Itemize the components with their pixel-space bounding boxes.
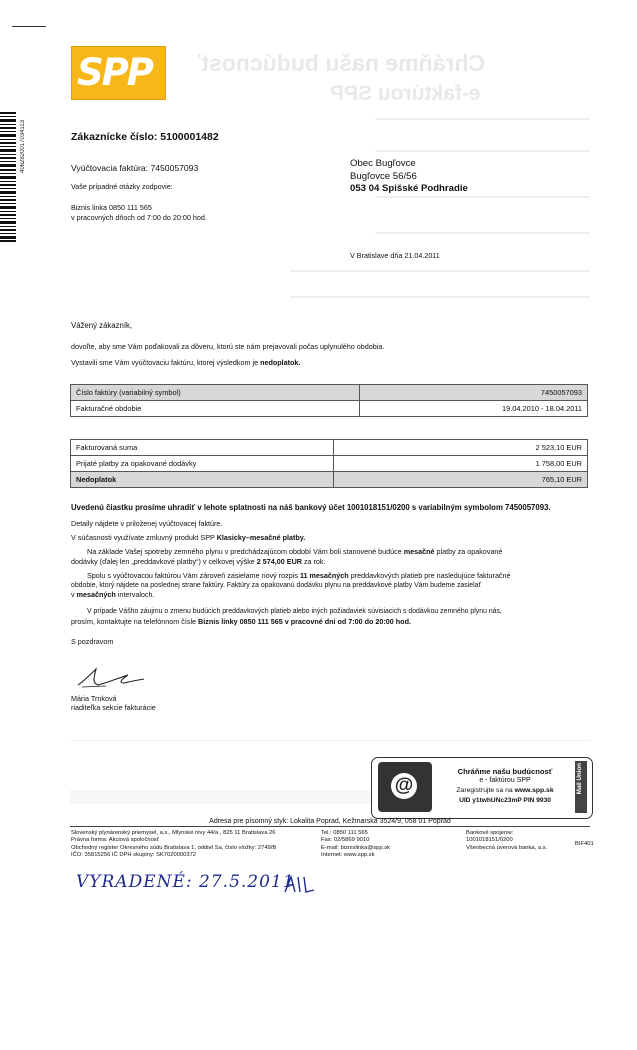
address-line-1: Obec Bugľovce <box>350 158 416 169</box>
contact-line-2 <box>71 617 411 627</box>
emphasis: 2 574,00 EUR <box>256 556 302 566</box>
footer-rule <box>70 826 590 827</box>
at-icon: @ <box>391 773 417 799</box>
payment-request: Uvedenú čiastku prosíme uhradiť v lehote splatnosti na náš bankový účet 1001018151/0200 s variabilným symbolom 7450057093. <box>71 503 551 512</box>
table-row <box>71 401 588 417</box>
billing-period-label: Fakturačné obdobie <box>71 401 360 417</box>
ghost-block <box>70 790 370 804</box>
new-schedule-paragraph <box>71 571 591 581</box>
address-line-2: Bugľovce 56/56 <box>350 171 417 182</box>
address-line-3: 053 04 Spišské Podhradie <box>350 183 468 194</box>
ghost-rule <box>290 270 590 272</box>
e-invoice-icon <box>378 762 432 812</box>
text-span: Na základe Vašej spotreby zemného plynu v predchádzajúcom období Vám boli stanovené budúce <box>87 547 404 556</box>
footer-line: Obchodný register Okresného súdu Bratislava 1, oddiel Sa, číslo vložky: 2749/B <box>71 844 277 851</box>
footer-line: Tel.: 0850 111 565 <box>321 830 368 836</box>
handwritten-note: VYRADENÉ: 27.5.2011 <box>76 872 295 892</box>
result-emphasis: nedoplatok. <box>260 358 301 367</box>
logo-text: SPP <box>77 51 152 94</box>
mail-union-badge <box>575 761 587 813</box>
footer-line: E-mail: biznislinka@spp.sk <box>321 844 391 851</box>
new-schedule-line-3 <box>71 590 155 600</box>
footer-bank <box>466 830 576 852</box>
invoice-number-value: 7450057093 <box>360 385 588 401</box>
payments-received-label: Prijaté platby za opakované dodávky <box>71 456 334 472</box>
advance-payments-paragraph <box>71 547 591 566</box>
footer-line: Slovenský plynárenský priemysel, a.s., Mlynské nivy 44/a , 825 11 Bratislava 26 <box>71 830 276 836</box>
footer-line: Internet: www.spp.sk <box>321 852 375 859</box>
ghost-rule <box>375 196 590 198</box>
emphasis: mesačných <box>76 590 116 599</box>
salutation: Vážený zákazník, <box>71 321 133 330</box>
hotline-number: Biznis linka 0850 111 565 <box>71 203 152 212</box>
barcode-icon <box>0 112 16 242</box>
contact-paragraph: V prípade Vášho záujmu o zmenu budúcich preddavkových platieb alebo iných požiadaviek súvisiacich s dodávkou zemného plynu nás, <box>87 608 502 615</box>
product-name: Klasicky–mesačné platby. <box>216 533 306 542</box>
ghost-rule <box>375 232 590 234</box>
amount-table <box>70 439 588 488</box>
emphasis: mesačné <box>403 547 435 556</box>
balance-due-label: Nedoplatok <box>71 472 334 488</box>
badge-text: Mail Union <box>576 763 583 795</box>
contact-hotline: Biznis linky 0850 111 565 v pracovné dni od 7:00 do 20:00 hod. <box>198 617 411 626</box>
result-text: Vystavili sme Vám vyúčtovaciu faktúru, ktorej výsledkom je <box>71 358 261 367</box>
barcode-number: 4062820017034113 <box>20 120 26 173</box>
billing-period-value: 19.04.2010 - 18.04.2011 <box>360 401 588 417</box>
product-line <box>71 533 305 543</box>
top-rule <box>12 26 46 27</box>
promo-credentials: UID y1twhUNc23mP PIN 9930 <box>459 797 551 804</box>
footer-contact <box>321 830 441 860</box>
text-line <box>71 557 326 567</box>
ghost-rule <box>375 118 590 120</box>
footer-line: Bankové spojenie: <box>466 830 514 836</box>
ghost-rule <box>70 740 590 741</box>
payments-received-value: 1 758,00 EUR <box>334 456 588 472</box>
closing-greeting: S pozdravom <box>71 637 114 646</box>
table-row <box>71 385 588 401</box>
customer-number: Zákaznícke číslo: 5100001482 <box>71 131 219 143</box>
signature <box>76 663 146 691</box>
postal-address: Adresa pre písomný styk: Lokalita Poprad, Kežmarská 3524/9, 058 01 Poprad <box>209 818 451 825</box>
footer-line: Právna forma: Akciová spoločnosť <box>71 837 159 844</box>
thanks-paragraph: dovoľte, aby sme Vám poďakovali za dôveru, ktorú ste nám prejavovali počas uplynulého obdobia. <box>71 342 385 351</box>
result-paragraph <box>71 358 300 368</box>
ghost-heading-2: e-faktúrou SPP <box>330 82 481 105</box>
text-span: preddavkových platieb pre nasledujúce fakturačné <box>348 571 511 580</box>
footer-line: 1001018151/0200 <box>466 837 513 844</box>
hotline-hours: v pracovných dňoch od 7:00 do 20:00 hod. <box>71 213 207 222</box>
text-span: za rok. <box>301 556 326 566</box>
text-span: Spolu s vyúčtovacou faktúrou Vám zároveň zasielame nový rozpis <box>87 571 300 580</box>
emphasis: 11 mesačných <box>299 571 349 580</box>
footer-line: IČO: 35815256 IČ DPH skupiny: SK7020000372 <box>71 852 197 859</box>
invoice-table <box>70 384 588 417</box>
promo-line-2: e - faktúrou SPP <box>479 777 531 784</box>
table-row <box>71 472 588 488</box>
table-row <box>71 456 588 472</box>
text-span: dodávky (ďalej len „preddavkové platby“) v celkovej výške <box>71 556 257 566</box>
footer-line: Všeobecná úverová banka, a.s. <box>466 844 548 851</box>
spp-logo <box>71 46 166 100</box>
text-span: platby za opakované <box>434 547 503 556</box>
text-span: Zaregistrujte sa na <box>456 787 515 794</box>
text-span: intervaloch. <box>115 590 155 599</box>
invoice-number-line: Vyúčtovacia faktúra: 7450057093 <box>71 163 199 173</box>
signatory-title: riaditeľka sekcie fakturácie <box>71 703 156 712</box>
promo-line-3 <box>440 787 570 794</box>
product-text: V súčasnosti využívate zmluvný produkt SPP <box>71 533 217 542</box>
table-row <box>71 440 588 456</box>
date-line: V Bratislave dňa 21.04.2011 <box>350 251 440 260</box>
spp-website-link[interactable]: www.spp.sk <box>514 787 554 794</box>
balance-due-value: 765,10 EUR <box>334 472 588 488</box>
new-schedule-line-2: obdobie, ktorý nájdete na poslednej strane faktúry. Faktúry za opakovanú dodávku plynu na preddavkové platby Vám budeme zasielať <box>71 582 482 589</box>
text-span: prosím, kontaktujte na telefónnom čísle <box>71 617 199 626</box>
footer-line: Fax: 02/5869 9010 <box>321 837 370 844</box>
promo-line-1: Chráňme našu budúcnosť <box>457 767 553 776</box>
text-span: v <box>71 590 77 599</box>
invoiced-amount-value: 2 523,10 EUR <box>334 440 588 456</box>
form-code: BIF401 <box>575 841 594 847</box>
ghost-heading-1: Chráňme našu budúcnosť <box>198 50 486 76</box>
invoiced-amount-label: Fakturovaná suma <box>71 440 334 456</box>
ghost-rule <box>290 296 590 298</box>
handwritten-initials <box>282 874 316 896</box>
ghost-rule <box>375 150 590 152</box>
signatory-name: Mária Trnková <box>71 694 117 703</box>
footer-company <box>71 830 321 860</box>
payment-details: Detaily nájdete v priloženej vyúčtovacej faktúre. <box>71 519 223 528</box>
invoice-number-label: Číslo faktúry (variabilný symbol) <box>71 385 360 401</box>
questions-label: Vaše prípadné otázky zodpovie: <box>71 182 173 191</box>
